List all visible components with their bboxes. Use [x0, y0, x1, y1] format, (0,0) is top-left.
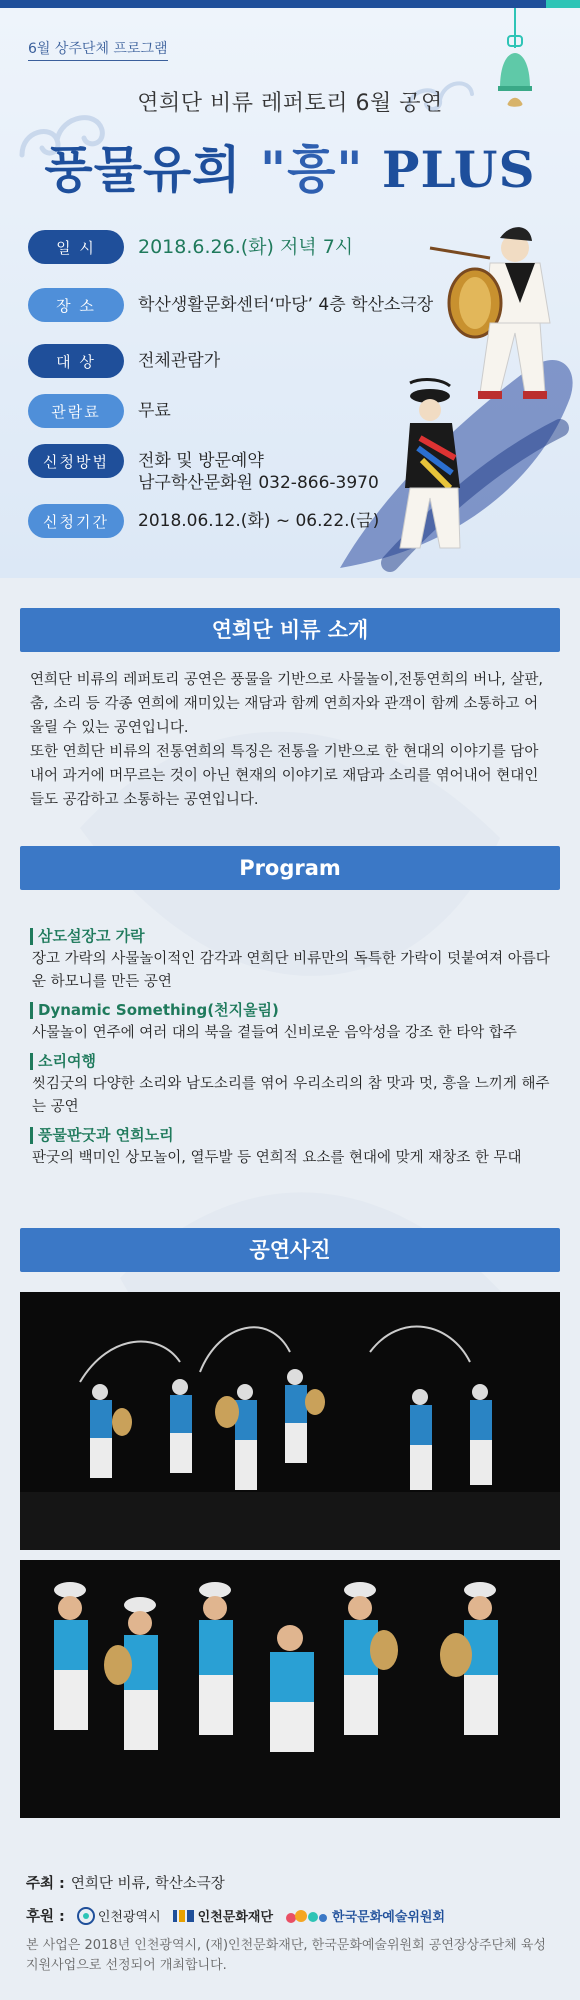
program-item-desc: 사물놀이 연주에 여러 대의 북을 곁들여 신비로운 음악성을 강조 한 타악 합주 [32, 1025, 517, 1041]
reservation-phone: 남구학산문화원 032-866-3970 [138, 473, 379, 493]
program-item-title: Dynamic Something(천지울림) [30, 1002, 555, 1019]
program-item [30, 1127, 555, 1170]
arko-icon [285, 1908, 329, 1924]
program-item-desc: 장고 가락의 사물놀이적인 감각과 연희단 비류만의 독특한 가락이 덧붙여져 아름다운 하모니를 만든 공연 [32, 951, 550, 990]
program-list [30, 928, 555, 1178]
sponsor-1-name: 인천광역시 [97, 1910, 161, 1925]
poster-title [0, 130, 580, 202]
info-row-fee [28, 394, 171, 428]
info-row-audience [28, 344, 220, 378]
value-fee: 무료 [138, 401, 171, 421]
host-label: 주최 : [26, 1876, 65, 1892]
label-datetime: 일 시 [28, 230, 124, 264]
info-row-period [28, 504, 379, 538]
label-period: 신청기간 [28, 504, 124, 538]
poster-subtitle: 연희단 비류 레퍼토리 6월 공연 [137, 91, 443, 116]
title-word: "흥" [260, 140, 364, 199]
performance-photo-1 [20, 1292, 560, 1550]
top-color-strip [0, 0, 580, 8]
program-item-desc: 씻김굿의 다양한 소리와 남도소리를 엮어 우리소리의 참 맛과 멋, 흥을 느끼게 해주는 공연 [32, 1076, 550, 1115]
program-tag: 6월 상주단체 프로그램 [28, 38, 168, 61]
info-row-reservation [28, 444, 379, 494]
value-datetime: 2018.6.26.(화) 저녁 7시 [138, 236, 354, 258]
poster-header [0, 8, 580, 578]
sangmo-dancer-illustration [380, 378, 490, 568]
intro-paragraph-1: 연희단 비류의 레퍼토리 공연은 풍물을 기반으로 사물놀이,전통연희의 버나, 살판, 춤, 소리 등 각종 연희에 재미있는 재담과 함께 연희자와 관객이 함께 소통하고 어울릴 수 있는 공연입니다. [30, 672, 543, 736]
title-suffix: PLUS [381, 140, 536, 199]
sponsor-label: 후원 : [26, 1909, 65, 1925]
reservation-method: 전화 및 방문예약 [138, 451, 264, 471]
value-venue: 학산생활문화센터‘마당’ 4층 학산소극장 [138, 295, 434, 315]
host-value: 연희단 비류, 학산소극장 [70, 1876, 225, 1892]
label-reservation: 신청방법 [28, 444, 124, 478]
intro-text [30, 668, 552, 812]
sponsor-3-name: 한국문화예술위원회 [332, 1910, 446, 1925]
intro-heading: 연희단 비류 소개 [20, 608, 560, 652]
host-row [26, 1872, 556, 1893]
sponsor-arko-logo [285, 1906, 445, 1925]
footnote: 본 사업은 2018년 인천광역시, (재)인천문화재단, 한국문화예술위원회 공연장상주단체 육성지원사업으로 선정되어 개최합니다. [26, 1938, 546, 1973]
program-item [30, 1002, 555, 1045]
program-item-title: 삼도설장고 가락 [30, 928, 555, 945]
sponsor-incheon-logo [77, 1906, 161, 1925]
value-reservation [138, 444, 379, 494]
value-period: 2018.06.12.(화) ~ 06.22.(금) [138, 511, 380, 531]
sponsor-row [26, 1905, 556, 1926]
incheon-city-icon [77, 1907, 95, 1925]
title-main: 풍물유희 [44, 140, 242, 199]
photos-heading: 공연사진 [20, 1228, 560, 1272]
ifac-icon [173, 1908, 195, 1924]
program-item-desc: 판굿의 백미인 상모놀이, 열두발 등 연희적 요소를 현대에 맞게 재창조 한 무대 [32, 1150, 522, 1166]
intro-paragraph-2: 또한 연희단 비류의 전통연희의 특징은 전통을 기반으로 한 현대의 이야기를 담아내어 과거에 머무르는 것이 아닌 현재의 이야기로 재담과 소리를 엮어내어 현대인들도 공감하고 소통하는 공연입니다. [30, 744, 539, 808]
program-item-title: 풍물판굿과 연희노리 [30, 1127, 555, 1144]
label-venue: 장 소 [28, 288, 124, 322]
sponsor-2-name: 인천문화재단 [197, 1910, 274, 1925]
label-fee: 관람료 [28, 394, 124, 428]
info-row-venue [28, 288, 433, 322]
performance-photo-2 [20, 1560, 560, 1818]
program-item-title: 소리여행 [30, 1053, 555, 1070]
program-item [30, 928, 555, 994]
credits [26, 1872, 556, 1926]
program-heading: Program [20, 846, 560, 890]
label-audience: 대 상 [28, 344, 124, 378]
value-audience: 전체관람가 [138, 351, 221, 371]
info-row-datetime [28, 230, 353, 264]
sponsor-ifac-logo [173, 1906, 273, 1925]
program-item [30, 1053, 555, 1119]
